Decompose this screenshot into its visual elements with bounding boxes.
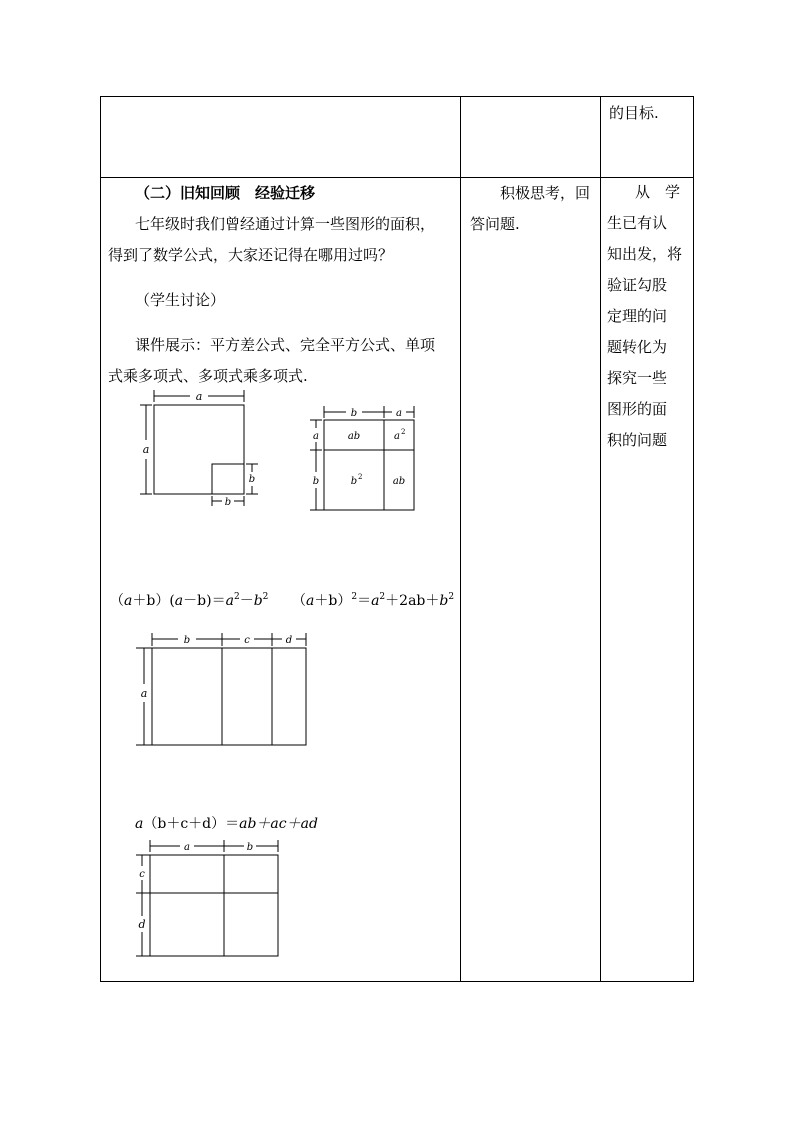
design-intent-line: 图形的面 xyxy=(607,400,668,418)
fig4-label-a-top: a xyxy=(184,842,190,853)
design-intent-line: 从 学 xyxy=(635,183,681,201)
fig1-label-a-top: a xyxy=(195,390,203,403)
design-intent-line: 题转化为 xyxy=(607,338,668,356)
fig4-label-b-top: b xyxy=(246,842,254,853)
courseware-line1: 课件展示：平方差公式、完全平方公式、单项 xyxy=(135,336,436,354)
design-intent-line: 知出发，将 xyxy=(607,245,683,263)
figure-perfect-square xyxy=(310,406,414,510)
design-intent-line: 探究一些 xyxy=(607,369,668,387)
figure-monomial-polynomial xyxy=(136,633,306,745)
fig1-label-b-right: b xyxy=(248,474,256,485)
fig2-cell-a2-exp: 2 xyxy=(401,428,406,436)
row1-design-text: 的目标. xyxy=(609,104,659,122)
student-discussion: （学生讨论） xyxy=(135,291,226,309)
figure-square-difference xyxy=(140,390,258,506)
fig2-label-b-left: b xyxy=(312,476,320,487)
student-activity-line1: 积极思考，回 xyxy=(500,184,591,202)
design-intent-line: 定理的问 xyxy=(607,307,668,325)
fig2-cell-a2: a xyxy=(394,431,400,442)
fig3-label-b-top: b xyxy=(183,635,191,646)
intro-text-line1: 七年级时我们曾经通过计算一些图形的面积， xyxy=(135,215,436,233)
formula-monomial-times-polynomial: a（b＋c＋d）＝ab＋ac＋ad xyxy=(135,816,318,832)
design-intent-line: 生已有认 xyxy=(607,214,668,232)
fig4-label-d-left: d xyxy=(138,918,146,931)
fig1-label-a-left: a xyxy=(142,443,150,456)
courseware-line2: 式乘多项式、多项式乘多项式. xyxy=(108,367,308,385)
fig4-label-c-left: c xyxy=(139,869,145,880)
fig2-label-a-left: a xyxy=(313,431,319,442)
figure-polynomial-polynomial xyxy=(136,840,278,956)
formula-difference-of-squares: $(a+b)(a-b)=a^2-b^2$ xyxy=(110,592,269,609)
fig2-cell-ab-top: ab xyxy=(347,431,361,442)
fig2-label-b-top: b xyxy=(350,408,358,419)
fig2-label-a-top: a xyxy=(396,408,402,419)
design-intent-line: 验证勾股 xyxy=(607,276,668,294)
fig3-label-c-top: c xyxy=(244,635,250,646)
fig3-label-a-left: a xyxy=(140,687,148,700)
formula-perfect-square: $(a+b)^2=a^2+2ab+b^2$ xyxy=(292,592,455,609)
fig2-cell-b2: b xyxy=(350,476,358,487)
section-title: （二）旧知回顾 经验迁移 xyxy=(135,184,316,202)
student-activity-line2: 答问题. xyxy=(470,215,520,233)
fig1-label-b-bottom: b xyxy=(224,497,232,508)
design-intent-line: 积的问题 xyxy=(607,431,668,449)
fig2-cell-ab-bottom: ab xyxy=(392,476,406,487)
fig2-cell-b2-exp: 2 xyxy=(358,473,363,481)
fig3-label-d-top: d xyxy=(285,635,293,646)
intro-text-line2: 得到了数学公式，大家还记得在哪用过吗？ xyxy=(108,246,394,264)
